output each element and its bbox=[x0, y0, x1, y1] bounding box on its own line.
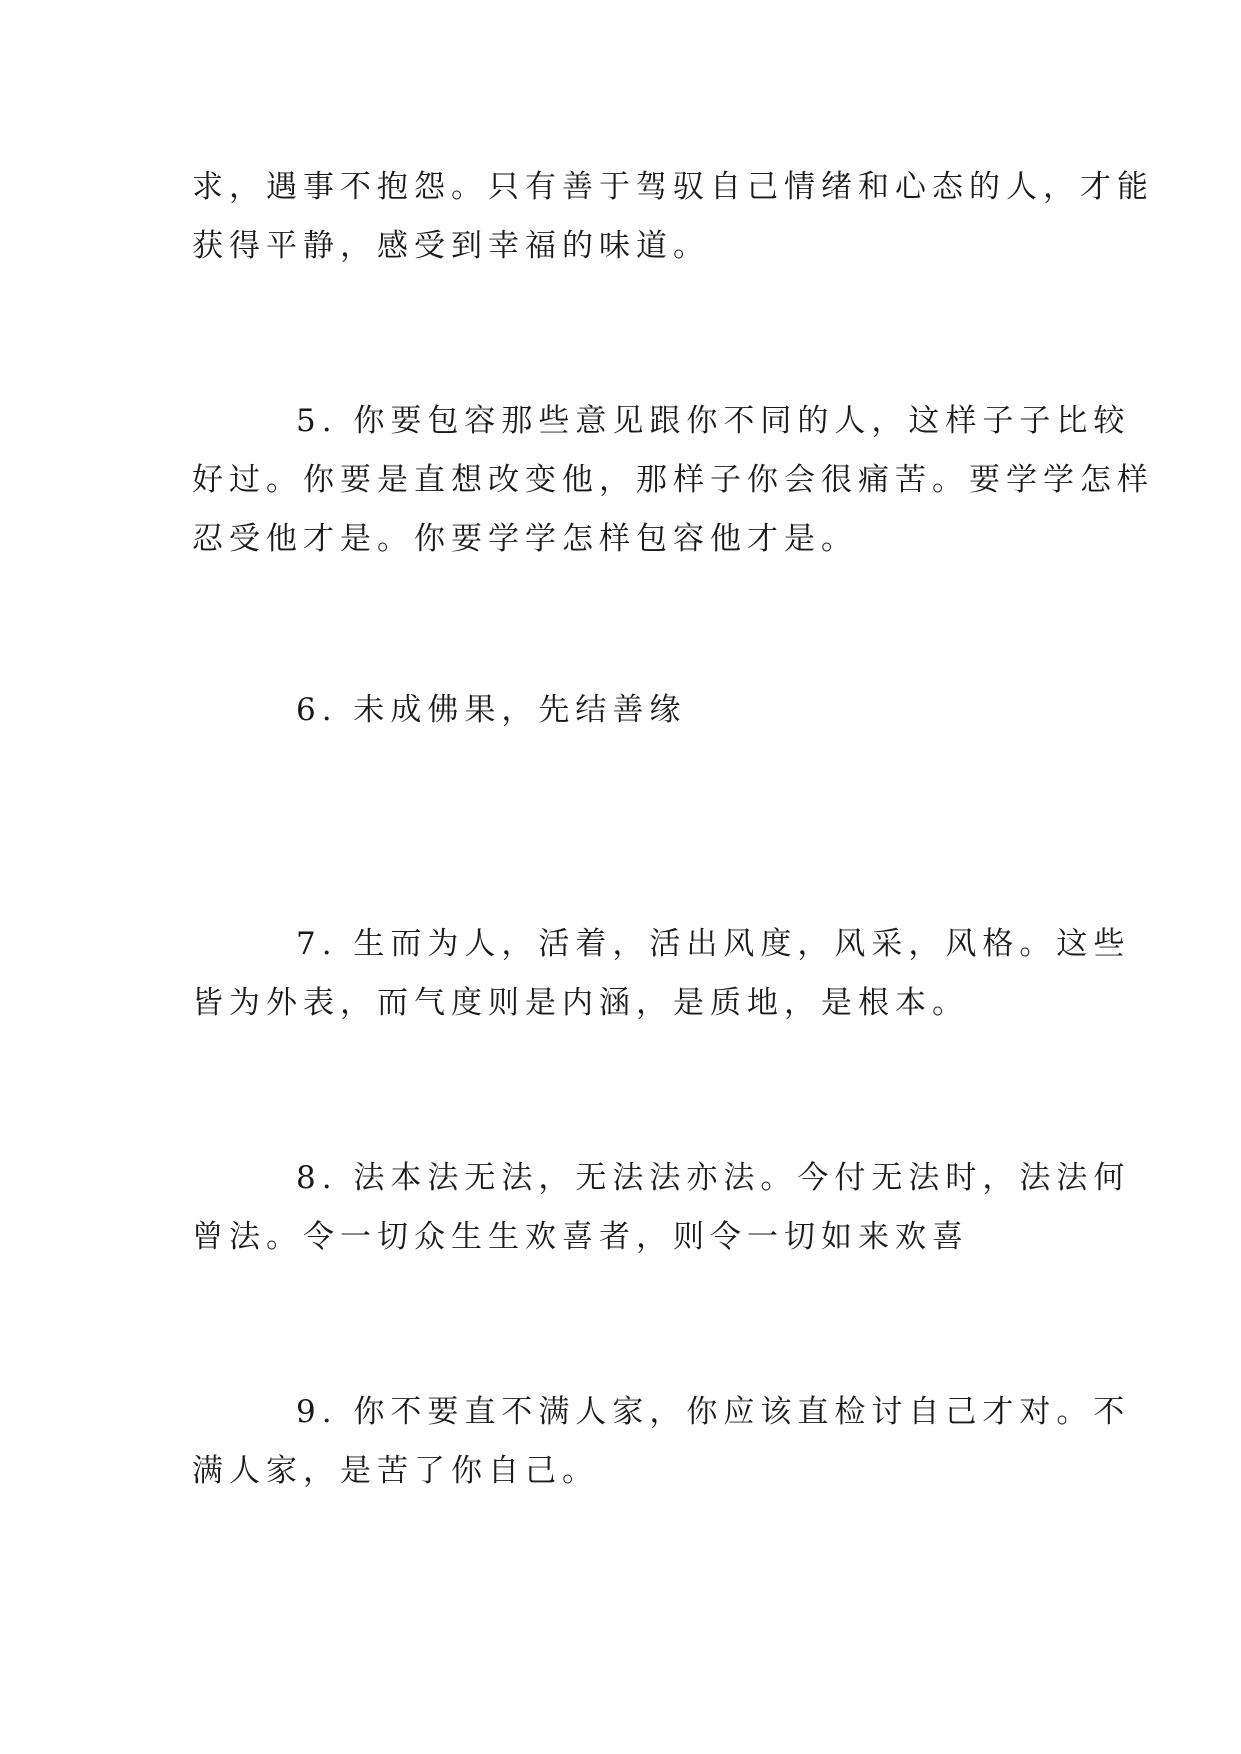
paragraph-item-9 bbox=[192, 1383, 1131, 1501]
text-line: 获得平静，感受到幸福的味道。 bbox=[192, 228, 710, 264]
text-line: 好过。你要是直想改变他，那样子你会很痛苦。要学学怎样 bbox=[192, 462, 1154, 498]
paragraph-continuation bbox=[192, 158, 1154, 276]
text-line: 9. 你不要直不满人家，你应该直检讨自己才对。不 bbox=[296, 1394, 1131, 1430]
text-line: 满人家，是苦了你自己。 bbox=[192, 1453, 599, 1489]
text-line: 7. 生而为人，活着，活出风度，风采，风格。这些 bbox=[296, 926, 1131, 962]
text-line: 6. 未成佛果，先结善缘 bbox=[296, 692, 687, 728]
paragraph-item-8 bbox=[192, 1149, 1131, 1267]
text-line: 忍受他才是。你要学学怎样包容他才是。 bbox=[192, 521, 858, 557]
text-line: 5. 你要包容那些意见跟你不同的人，这样子子比较 bbox=[296, 403, 1131, 439]
text-line: 曾法。令一切众生生欢喜者，则令一切如来欢喜 bbox=[192, 1219, 969, 1255]
text-line: 皆为外表，而气度则是内涵，是质地，是根本。 bbox=[192, 985, 969, 1021]
paragraph-item-7 bbox=[192, 915, 1131, 1033]
paragraph-item-6 bbox=[192, 681, 1062, 740]
text-line: 求，遇事不抱怨。只有善于驾驭自己情绪和心态的人，才能 bbox=[192, 169, 1154, 205]
paragraph-item-5 bbox=[192, 392, 1154, 569]
text-line: 8. 法本法无法，无法法亦法。今付无法时，法法何 bbox=[296, 1160, 1131, 1196]
